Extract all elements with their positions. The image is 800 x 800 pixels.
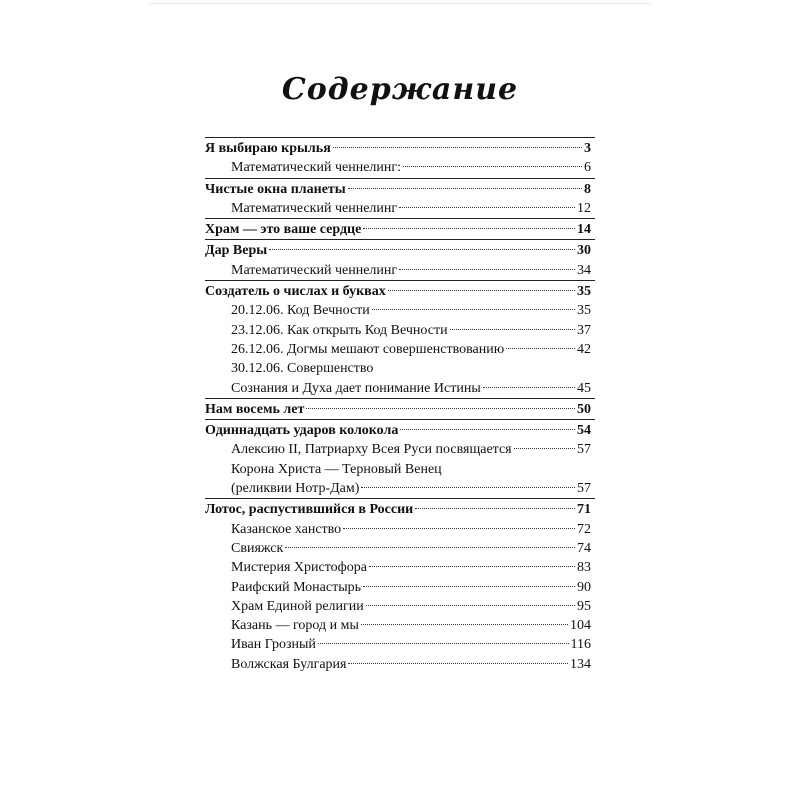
toc-subentry-title: Волжская Булгария — [231, 656, 347, 672]
dot-leader — [369, 566, 575, 567]
toc-subentry-page-number: 95 — [577, 598, 591, 614]
toc-subentry — [205, 655, 595, 674]
table-of-contents — [205, 137, 595, 674]
toc-section — [205, 178, 595, 219]
toc-chapter-title: Дар Веры — [205, 243, 268, 259]
toc-subentry-title: Математический ченнелинг: — [231, 160, 402, 176]
toc-chapter-title: Чистые окна планеты — [205, 181, 346, 197]
dot-leader — [366, 605, 575, 606]
toc-subentry-page-number: 90 — [577, 579, 591, 595]
toc-subentry-title: Мистерия Христофора — [231, 560, 367, 576]
toc-subentry-title: Свияжск — [231, 540, 284, 556]
dot-leader — [361, 487, 575, 488]
dot-leader — [483, 387, 575, 388]
toc-subentry — [205, 520, 595, 539]
toc-section — [205, 137, 595, 178]
toc-chapter-page-number: 71 — [577, 502, 591, 518]
toc-chapter-page-number: 50 — [577, 401, 591, 417]
toc-section — [205, 398, 595, 419]
toc-subentry — [205, 158, 595, 177]
toc-chapter — [205, 282, 595, 301]
toc-subentry-page-number: 74 — [577, 540, 591, 556]
toc-subentry-title: Корона Христа — Терновый Венец — [231, 461, 442, 477]
toc-subentry-page-number: 45 — [577, 380, 591, 396]
dot-leader — [318, 643, 569, 644]
toc-subentry-page-number: 12 — [577, 200, 591, 216]
toc-subentry-page-number: 134 — [570, 656, 591, 672]
toc-subentry-title: Храм Единой религии — [231, 598, 364, 614]
toc-section — [205, 218, 595, 239]
toc-chapter-page-number: 3 — [584, 141, 591, 156]
toc-subentry-page-number: 34 — [577, 262, 591, 278]
toc-section — [205, 280, 595, 398]
toc-subentry — [205, 578, 595, 597]
toc-chapter — [205, 220, 595, 239]
toc-chapter-title: Храм — это ваше сердце — [205, 222, 362, 238]
dot-leader — [388, 290, 575, 291]
toc-chapter — [205, 421, 595, 440]
dot-leader — [372, 309, 575, 310]
toc-subentry-title: Математический ченнелинг — [231, 262, 398, 278]
toc-subentry-page-number: 83 — [577, 560, 591, 576]
toc-chapter — [205, 139, 595, 158]
toc-subentry-title: 20.12.06. Код Вечности — [231, 303, 370, 319]
toc-subentry — [205, 301, 595, 320]
toc-subentry-title: Казань — город и мы — [231, 618, 359, 634]
dot-leader — [306, 408, 575, 409]
toc-subentry — [205, 321, 595, 340]
toc-subentry — [205, 440, 595, 459]
toc-chapter-title: Я выбираю крылья — [205, 141, 331, 156]
toc-subentry — [205, 359, 595, 378]
dot-leader — [343, 528, 575, 529]
toc-subentry — [205, 340, 595, 359]
dot-leader — [450, 329, 575, 330]
toc-subentry-page-number: 42 — [577, 341, 591, 357]
toc-subentry-title: (реликвии Нотр-Дам) — [231, 481, 360, 497]
page-top-edge — [150, 3, 650, 4]
toc-subentry-title: Алексию II, Патриарху Всея Руси посвящается — [231, 442, 512, 458]
toc-subentry — [205, 616, 595, 635]
toc-chapter-page-number: 14 — [577, 222, 591, 238]
toc-chapter — [205, 500, 595, 519]
toc-subentry-page-number: 57 — [577, 481, 591, 497]
dot-leader — [514, 448, 575, 449]
toc-section — [205, 498, 595, 674]
dot-leader — [363, 228, 575, 229]
dot-leader — [403, 166, 582, 167]
toc-subentry — [205, 379, 595, 398]
toc-subentry — [205, 539, 595, 558]
dot-leader — [399, 269, 575, 270]
toc-chapter-page-number: 35 — [577, 284, 591, 300]
toc-subentry-page-number: 104 — [570, 618, 591, 634]
page-title: Содержание — [281, 72, 519, 107]
toc-chapter-page-number: 8 — [584, 181, 591, 197]
toc-chapter — [205, 400, 595, 419]
toc-subentry-title: 23.12.06. Как открыть Код Вечности — [231, 322, 448, 338]
toc-chapter-title: Создатель о числах и буквах — [205, 284, 386, 300]
dot-leader — [415, 508, 575, 509]
toc-subentry-title: 26.12.06. Догмы мешают совершенствованию — [231, 341, 505, 357]
toc-subentry-page-number: 6 — [584, 160, 591, 176]
toc-subentry-title: Математический ченнелинг — [231, 200, 398, 216]
dot-leader — [506, 348, 575, 349]
dot-leader — [348, 188, 582, 189]
toc-subentry-title: 30.12.06. Совершенство — [231, 361, 374, 377]
toc-subentry — [205, 597, 595, 616]
toc-subentry-page-number: 37 — [577, 322, 591, 338]
toc-section — [205, 419, 595, 498]
dot-leader — [399, 207, 575, 208]
toc-subentry — [205, 479, 595, 498]
dot-leader — [361, 624, 568, 625]
toc-subentry-page-number: 72 — [577, 521, 591, 537]
toc-chapter-page-number: 54 — [577, 423, 591, 439]
dot-leader — [333, 147, 582, 148]
toc-chapter-title: Лотос, распустившийся в России — [205, 502, 414, 518]
toc-chapter — [205, 241, 595, 260]
toc-subentry — [205, 635, 595, 654]
toc-chapter — [205, 180, 595, 199]
toc-subentry-title: Сознания и Духа дает понимание Истины — [231, 380, 481, 396]
toc-subentry — [205, 261, 595, 280]
toc-chapter-page-number: 30 — [577, 243, 591, 259]
dot-leader — [400, 429, 575, 430]
toc-subentry-title: Раифский Монастырь — [231, 579, 361, 595]
toc-subentry-page-number: 57 — [577, 442, 591, 458]
dot-leader — [348, 663, 568, 664]
dot-leader — [285, 547, 575, 548]
toc-subentry — [205, 558, 595, 577]
toc-subentry — [205, 460, 595, 479]
toc-chapter-title: Нам восемь лет — [205, 401, 305, 417]
dot-leader — [269, 249, 575, 250]
toc-subentry-title: Иван Грозный — [231, 637, 316, 653]
toc-section — [205, 239, 595, 280]
toc-subentry-page-number: 35 — [577, 303, 591, 319]
toc-subentry-page-number: 116 — [570, 637, 591, 653]
toc-subentry — [205, 199, 595, 218]
toc-chapter-title: Одиннадцать ударов колокола — [205, 423, 399, 439]
toc-subentry-title: Казанское ханство — [231, 521, 342, 537]
dot-leader — [363, 586, 575, 587]
